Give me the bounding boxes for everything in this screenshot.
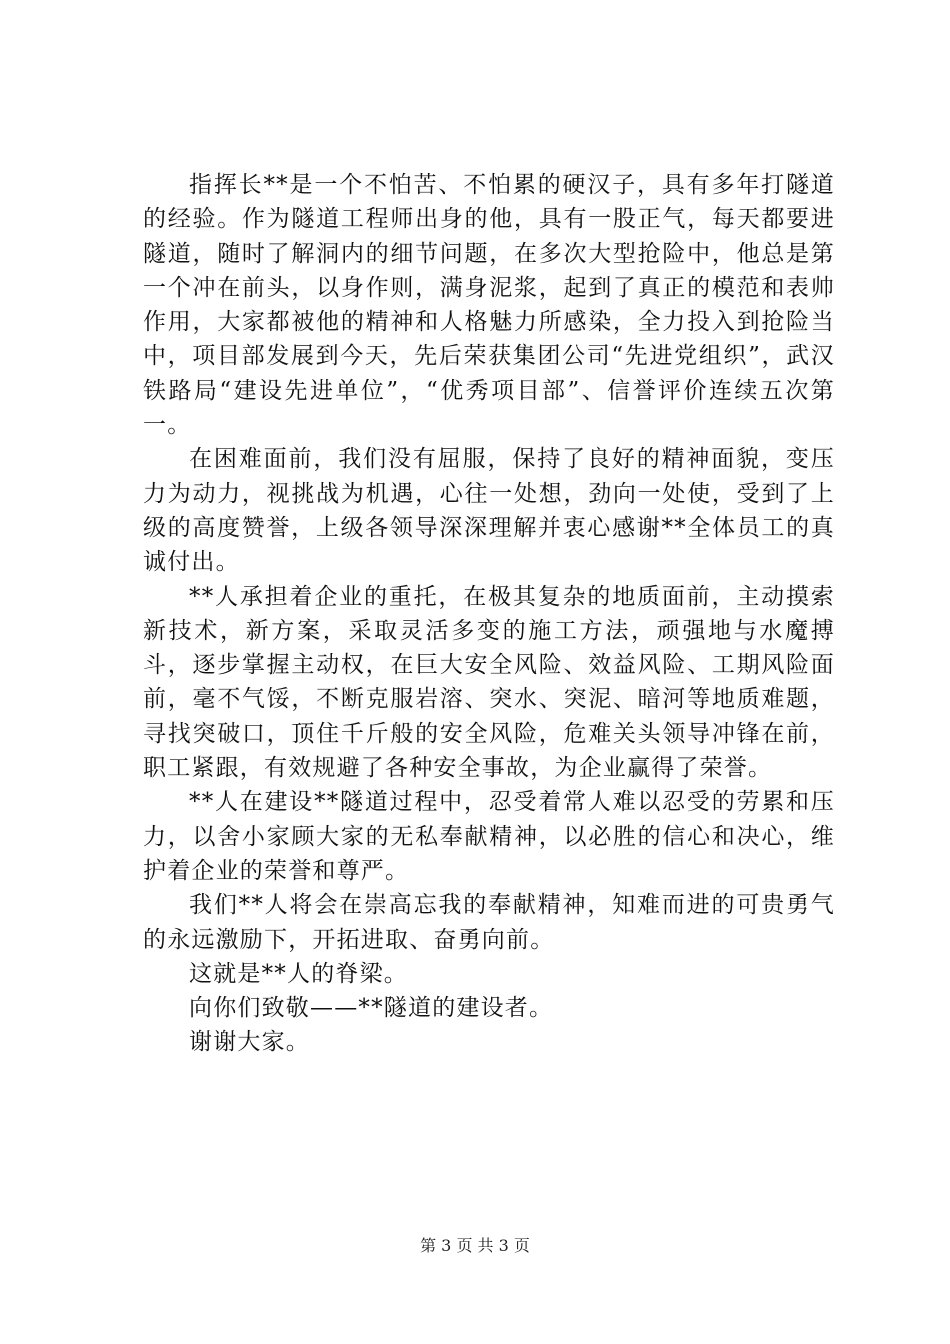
paragraph-commander: 指挥长**是一个不怕苦、不怕累的硬汉子，具有多年打隧道的经验。作为隧道工程师出身的他，具有一股正气，每天都要进隧道，随时了解洞内的细节问题，在多次大型抢险中，他总是第一个冲在前头，以身作则，满身泥浆，起到了真正的模范和表帅作用，大家都被他的精神和人格魅力所感染，全力投入到抢险当中，项目部发展到今天，先后荣获集团公司“先进党组织”，武汉铁路局“建设先进单位”，“优秀项目部”、信誉评价连续五次第一。	[143, 172, 835, 439]
document-body	[143, 168, 835, 1060]
page-number-footer: 第 3 页 共 3 页	[420, 1236, 530, 1255]
paragraph-thanks: 谢谢大家。	[189, 1029, 310, 1056]
paragraph-responsibility: **人承担着企业的重托，在极其复杂的地质面前，主动摸索新技术，新方案，采取灵活多变的施工方法，顽强地与水魔搏斗，逐步掌握主动权，在巨大安全风险、效益风险、工期风险面前，毫不气馁，不断克服岩溶、突水、突泥、暗河等地质难题，寻找突破口，顶住千斤般的安全风险，危难关头领导冲锋在前，职工紧跟，有效规避了各种安全事故，为企业赢得了荣誉。	[143, 583, 835, 782]
paragraph-difficulties: 在困难面前，我们没有屈服，保持了良好的精神面貌，变压力为动力，视挑战为机遇，心往一处想，劲向一处使，受到了上级的高度赞誉，上级各领导深深理解并衷心感谢**全体员工的真诚付出。	[143, 446, 835, 576]
paragraph-salute: 向你们致敬——**隧道的建设者。	[189, 995, 554, 1022]
paragraph-endurance: **人在建设**隧道过程中，忍受着常人难以忍受的劳累和压力，以舍小家顾大家的无私奉献精神，以必胜的信心和决心，维护着企业的荣誉和尊严。	[143, 789, 835, 884]
paragraph-inspiration: 我们**人将会在崇高忘我的奉献精神，知难而进的可贵勇气的永远激励下，开拓进取、奋勇向前。	[143, 892, 835, 953]
paragraph-backbone: 这就是**人的脊梁。	[189, 960, 408, 987]
